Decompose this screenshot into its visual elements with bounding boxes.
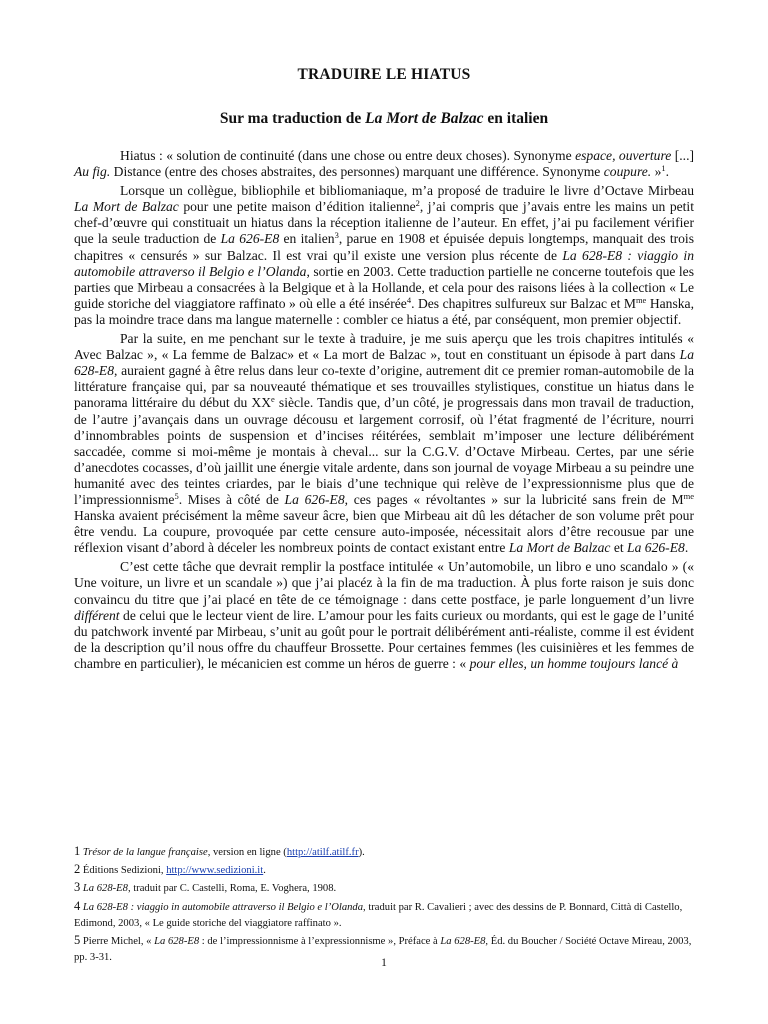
text-run: Lorsque un collègue, bibliophile et bibliomaniaque, m’a proposé de traduire le livre d’Octave Mirbeau (120, 183, 694, 199)
italic-text: La 626-E8 (284, 491, 345, 507)
text-run: pour une petite maison d’édition italienne (178, 199, 416, 215)
footnote (74, 879, 694, 897)
italic-text: La 626-E8 (627, 540, 685, 556)
text-run: , Éd. du Boucher / Société Octave Mireau, 2003, pp. 3-31. (74, 936, 692, 964)
text-run: C’est cette tâche que devrait remplir la postface intitulée « Un’automobile, un libro e uno scandalo » (« Une voiture, un livre et un scandale ») que j’ai placéz à la fin de ma traduction. À plus forte raison je suis donc convaincu du titre que j’ai placé en tête de ce témoignage : dans cette postface, je parle longuement d’un livre (74, 559, 694, 607)
text-run: , sortie en 2003. Cette traduction partielle ne concerne toutefois que les parties que Mirbeau a consacrées à la Belgique et à la Hollande, et cela pour des raisons liées à la collection « Le guide storiche del viaggiatore raffinato » où elle a été insérée (74, 263, 694, 311)
italic-text: La Mort de Balzac (74, 199, 179, 215)
text-run: , ces pages « révoltantes » sur la lubricité sans frein de M (344, 491, 684, 507)
page-title: TRADUIRE LE HIATUS (297, 66, 471, 83)
text-run: , parue en 1908 et épuisée depuis longtemps, manquait des trois chapitres « censurés » sur Balzac. Il est vrai qu’il existe une version plus récente de (74, 231, 694, 263)
italic-text: La Mort de Balzac (508, 540, 611, 556)
footnote-text (83, 847, 365, 858)
italic-text: coupure. (603, 164, 652, 180)
text-run: » (651, 164, 662, 180)
footnote (74, 861, 694, 879)
paragraph (74, 148, 694, 180)
italic-text: Trésor de la langue française (82, 847, 208, 858)
text-run: Hanska, pas la moindre trace dans ma langue maternelle : combler ce hiatus a été, par conséquent, mon premier objectif. (74, 295, 694, 327)
body-text (74, 148, 694, 672)
text-run: de celui que le lecteur vient de lire. L’amour pour les faits curieux ou mordants, qui est le gage de l’unité du patchwork inventé par Mirbeau, s’unit au goût pour le portrait délibérément anti-réaliste, comme il est évident de la description qu’il nous offre du chauffeur Brossette. Pour certaines femmes (les cuisinières et les femmes de chambre en particulier), le mécanicien est comme un héros de guerre : « (74, 607, 694, 671)
text-run: . Des chapitres sulfureux sur Balzac et M (411, 295, 636, 311)
superscript: 1 (661, 163, 666, 174)
footnote-number: 5 (74, 933, 81, 948)
text-run: , version en ligne ( (207, 847, 287, 858)
footnote-number: 2 (74, 862, 81, 877)
text-run: , traduit par C. Castelli, Roma, E. Voghera, 1908. (127, 883, 337, 895)
text-run: [...] (671, 148, 694, 163)
text-run: . Mises à côté de (178, 491, 285, 507)
italic-text: différent (74, 607, 120, 623)
text-run: Éditions Sedizioni, (82, 865, 167, 877)
text-run: Hiatus : « solution de continuité (dans une chose ou entre deux choses). Synonyme (120, 148, 576, 163)
footnote-number: 4 (74, 898, 81, 913)
italic-text: La 628-E8 (74, 347, 694, 379)
italic-text: Au fig. (74, 164, 111, 180)
italic-text: La 628-E8 (82, 883, 128, 895)
text-run: : de l’impressionnisme à l’expressionnisme », Préface à (199, 936, 441, 948)
footnote-number: 3 (74, 880, 81, 895)
italic-text: La 628-E8 : viaggio in automobile attraverso il Belgio e l’Olanda (74, 247, 694, 279)
text-run: et (610, 540, 628, 556)
page-number: 1 (381, 957, 387, 969)
superscript: 2 (415, 198, 420, 209)
footnote-text (83, 883, 336, 894)
text-run: Hanska avaient précisément la même saveur âcre, bien que Mirbeau ait dû les détacher de son volume prêt pour être vendu. La coupure, provoquée par cette censure auto-imposée, nécessitait alors d’être recousue par une réflexion visant d’abord à déceler les nombreux points de contact existant entre (74, 508, 694, 556)
text-run: siècle. Tandis que, d’un côté, je progressais dans mon travail de traduction, de l’autre j’avançais dans un ouvrage décousu et largement corrosif, où l’état fragmenté de l’écriture, nourri d’innombrables points de suspension et d’incises réitérées, semblait m’imposer une lecture délibérément saccadée, comme si moi-même je montais à cheval... sur la C.G.V. d’Octave Mirbeau. Certes, par une série d’anecdotes cocasses, d’où jaillit une énergie vitale ardente, dans son journal de voyage Mirbeau a su peindre une humanité avec des teintes criardes, par le biais d’une technique qui relève de l’expressionnisme plus que de l’impressionnisme (74, 395, 694, 507)
subtitle-before: Sur ma traduction de (219, 110, 366, 127)
text-run: Distance (entre des choses abstraites, des personnes) marquant une différence. Synonyme (110, 164, 604, 180)
footnotes (74, 843, 694, 966)
superscript: 3 (334, 230, 339, 241)
text-run: . (665, 164, 670, 180)
paragraph (74, 331, 694, 556)
paragraph (74, 183, 694, 328)
paragraph (74, 559, 694, 672)
text-run: , auraient gagné à être relus dans leur co-texte d’origine, autrement dit ce premier roman-automobile de la littérature française qui, par sa nouveauté thématique et ses trouvailles stylistiques, constitue un hiatus dans le panorama littéraire du début du XX (74, 363, 694, 411)
document-page (74, 66, 694, 675)
footnote-number: 1 (74, 844, 81, 858)
italic-text: La 626-E8 (220, 231, 280, 247)
footnote-text (74, 902, 682, 929)
italic-text: La 628-E8 (440, 936, 486, 948)
footnote (74, 898, 694, 932)
superscript: 4 (406, 294, 412, 305)
italic-text: La 628-E8 : viaggio in automobile attraverso il Belgio e l’Olanda (82, 901, 364, 913)
subtitle-italic: La Mort de Balzac (365, 110, 484, 127)
superscript: me (635, 294, 647, 305)
superscript: me (683, 490, 694, 501)
subtitle-after: en italien (483, 110, 549, 127)
text-run: en italien (279, 231, 335, 247)
text-run: . (684, 540, 689, 556)
footnote (74, 843, 694, 861)
italic-text: pour elles, un homme toujours lancé à (469, 655, 679, 671)
superscript: 5 (174, 490, 179, 501)
footnote-text (83, 865, 266, 876)
footnote-link[interactable]: http://www.sedizioni.it (166, 865, 264, 877)
text-run: . (263, 865, 266, 877)
italic-text: La 628-E8 (154, 936, 200, 948)
superscript: e (271, 394, 275, 405)
text-run: Par la suite, en me penchant sur le texte à traduire, je me suis aperçu que les trois chapitres intitulés « Avec Balzac », « La femme de Balzac» et « La mort de Balzac », tout en constituant un épisode à part dans (74, 331, 694, 363)
page-subtitle (74, 110, 694, 128)
footnote-link[interactable]: http://atilf.atilf.fr (286, 847, 359, 858)
text-run: Pierre Michel, « (82, 936, 155, 948)
text-run: ). (358, 847, 365, 858)
text-run: , traduit par R. Cavalieri ; avec des dessins de P. Bonnard, Città di Castello, Edimond, 2003, « Le guide storiche del viaggiatore raffinato ». (74, 901, 683, 929)
italic-text: espace, ouverture (575, 148, 672, 163)
text-run: , j’ai compris que j’avais entre les mains un petit chef-d’œuvre qui constituait un hiatus dans la réception italienne de l’auteur. En effet, j’ai pu facilement vérifier que la seule traduction de (74, 199, 694, 247)
